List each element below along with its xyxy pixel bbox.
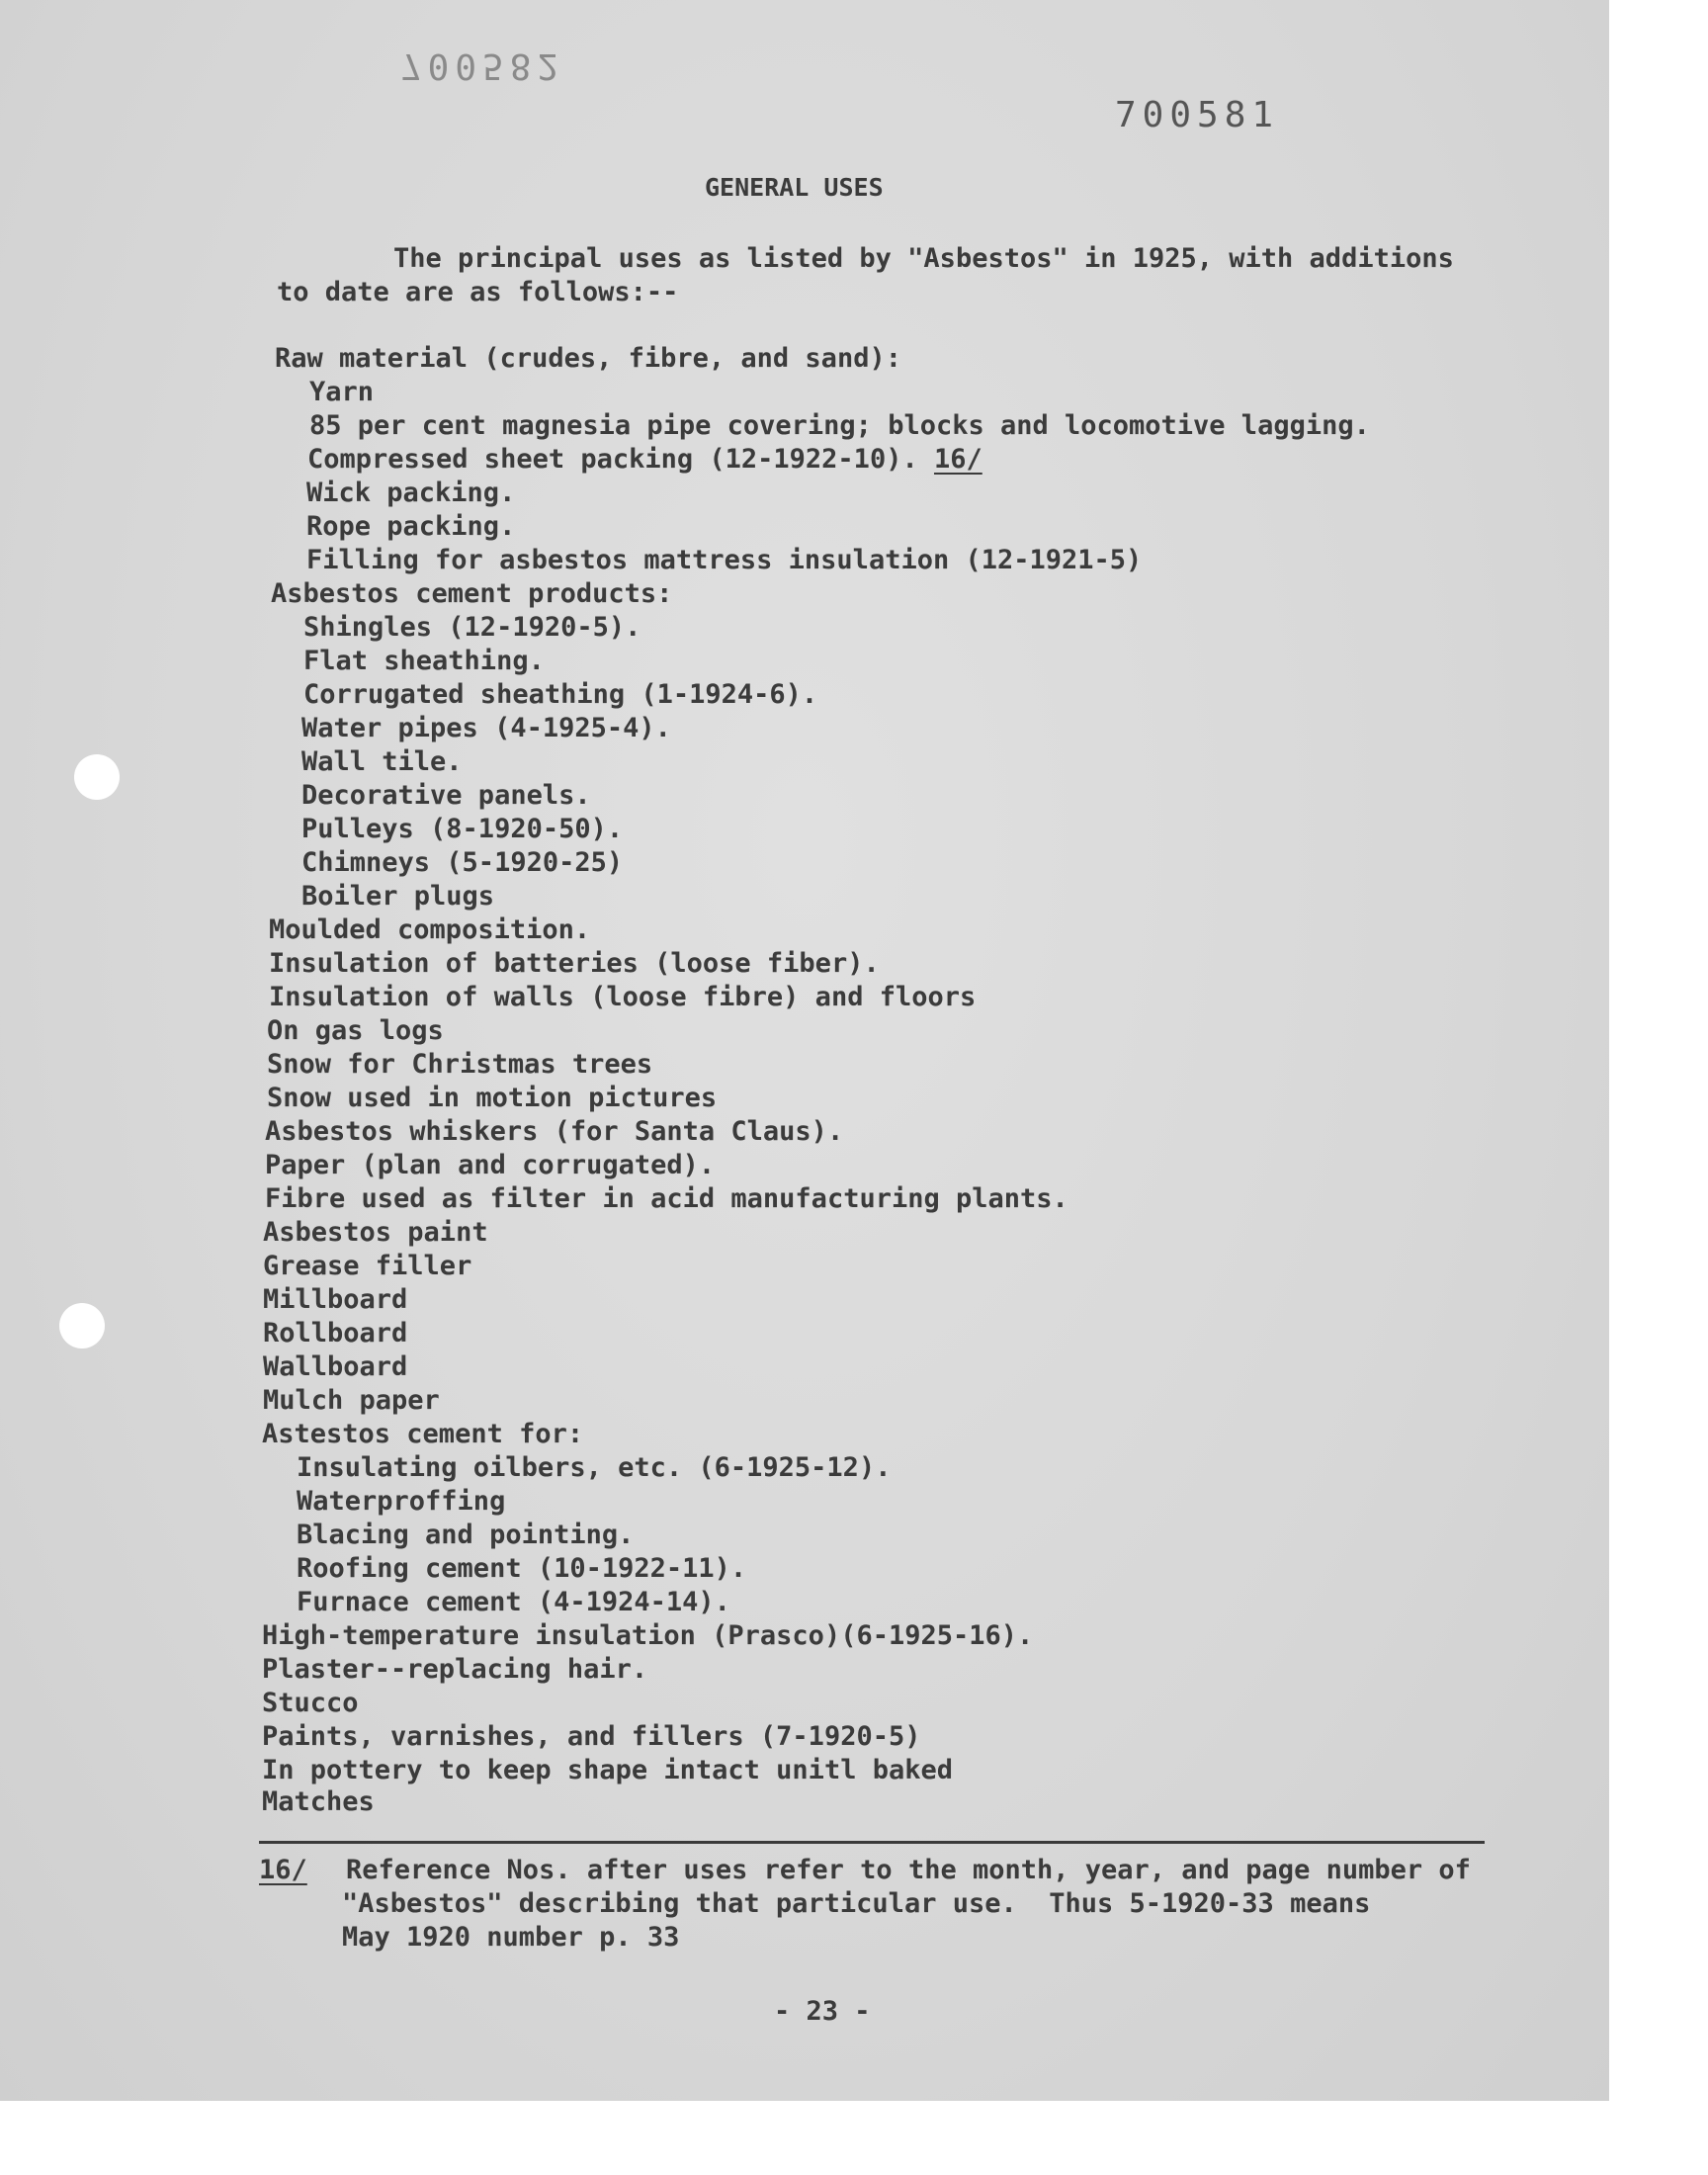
list-item: Wallboard bbox=[263, 1351, 408, 1382]
footnote-line-1: Reference Nos. after uses refer to the month, year, and page number of bbox=[346, 1855, 1471, 1885]
list-item: Furnace cement (4-1924-14). bbox=[297, 1587, 730, 1617]
section-heading-raw-material: Raw material (crudes, fibre, and sand): bbox=[275, 343, 901, 374]
list-item: Paper (plan and corrugated). bbox=[265, 1150, 716, 1180]
list-item: In pottery to keep shape intact unitl baked bbox=[262, 1755, 953, 1785]
section-heading-cement-products: Asbestos cement products: bbox=[271, 578, 673, 609]
list-item: 85 per cent magnesia pipe covering; blocks and locomotive lagging. bbox=[309, 410, 1370, 441]
list-item: Yarn bbox=[309, 377, 375, 407]
list-item: Decorative panels. bbox=[301, 780, 591, 811]
list-item: High-temperature insulation (Prasco)(6-1925-16). bbox=[262, 1620, 1034, 1651]
list-item: Insulation of batteries (loose fiber). bbox=[269, 948, 880, 979]
list-item: Paints, varnishes, and fillers (7-1920-5) bbox=[262, 1721, 921, 1752]
list-item: Mulch paper bbox=[263, 1385, 440, 1416]
document-number-stamp: 700581 bbox=[1115, 95, 1280, 135]
list-item: Shingles (12-1920-5). bbox=[303, 612, 641, 643]
list-item: Compressed sheet packing (12-1922-10). 16/ bbox=[307, 444, 982, 475]
footnote-line-2: "Asbestos" describing that particular use. Thus 5-1920-33 means bbox=[342, 1888, 1371, 1919]
list-item: Fibre used as filter in acid manufacturing plants. bbox=[265, 1183, 1068, 1214]
list-item: Asbestos paint bbox=[263, 1217, 488, 1248]
list-item: Matches bbox=[262, 1786, 375, 1817]
list-item: Blacing and pointing. bbox=[297, 1520, 635, 1550]
list-item: Wick packing. bbox=[306, 478, 516, 508]
list-item: Rollboard bbox=[263, 1318, 408, 1348]
section-heading-cement-for: Astestos cement for: bbox=[262, 1419, 584, 1449]
footnote-reference: 16/ bbox=[933, 444, 982, 475]
list-item: Boiler plugs bbox=[301, 881, 495, 912]
page-number: - 23 - bbox=[774, 1996, 871, 2027]
list-item: Rope packing. bbox=[306, 511, 516, 542]
list-item: Snow used in motion pictures bbox=[267, 1083, 718, 1113]
mirrored-document-number: 700582 bbox=[400, 45, 565, 86]
list-item: Stucco bbox=[262, 1688, 359, 1718]
list-item: Millboard bbox=[263, 1284, 408, 1315]
list-item: Roofing cement (10-1922-11). bbox=[297, 1553, 747, 1584]
list-item: Wall tile. bbox=[301, 746, 463, 777]
footnote-divider bbox=[259, 1841, 1485, 1844]
list-item: On gas logs bbox=[267, 1015, 444, 1046]
footnote-marker: 16/ bbox=[259, 1855, 307, 1885]
punch-hole bbox=[74, 754, 120, 800]
list-item: Flat sheathing. bbox=[303, 646, 545, 676]
page-title: GENERAL USES bbox=[705, 173, 884, 202]
list-item: Insulation of walls (loose fibre) and floors bbox=[269, 982, 977, 1012]
list-item: Filling for asbestos mattress insulation (12-1921-5) bbox=[306, 545, 1143, 575]
list-item: Snow for Christmas trees bbox=[267, 1049, 653, 1080]
list-item: Grease filler bbox=[263, 1251, 472, 1281]
list-item: Waterproffing bbox=[297, 1486, 506, 1517]
list-item: Asbestos whiskers (for Santa Claus). bbox=[265, 1116, 844, 1147]
list-item: Insulating oilbers, etc. (6-1925-12). bbox=[297, 1452, 892, 1483]
list-item: Pulleys (8-1920-50). bbox=[301, 814, 624, 844]
list-item: Water pipes (4-1925-4). bbox=[301, 713, 671, 743]
list-item: Moulded composition. bbox=[269, 914, 591, 945]
list-item: Plaster--replacing hair. bbox=[262, 1654, 648, 1685]
list-item: Corrugated sheathing (1-1924-6). bbox=[303, 679, 818, 710]
intro-line-2: to date are as follows:-- bbox=[277, 277, 679, 307]
punch-hole bbox=[59, 1303, 105, 1348]
list-item: Chimneys (5-1920-25) bbox=[301, 847, 624, 878]
footnote-line-3: May 1920 number p. 33 bbox=[342, 1922, 680, 1953]
intro-line-1: The principal uses as listed by "Asbestos" in 1925, with additions bbox=[393, 243, 1454, 274]
